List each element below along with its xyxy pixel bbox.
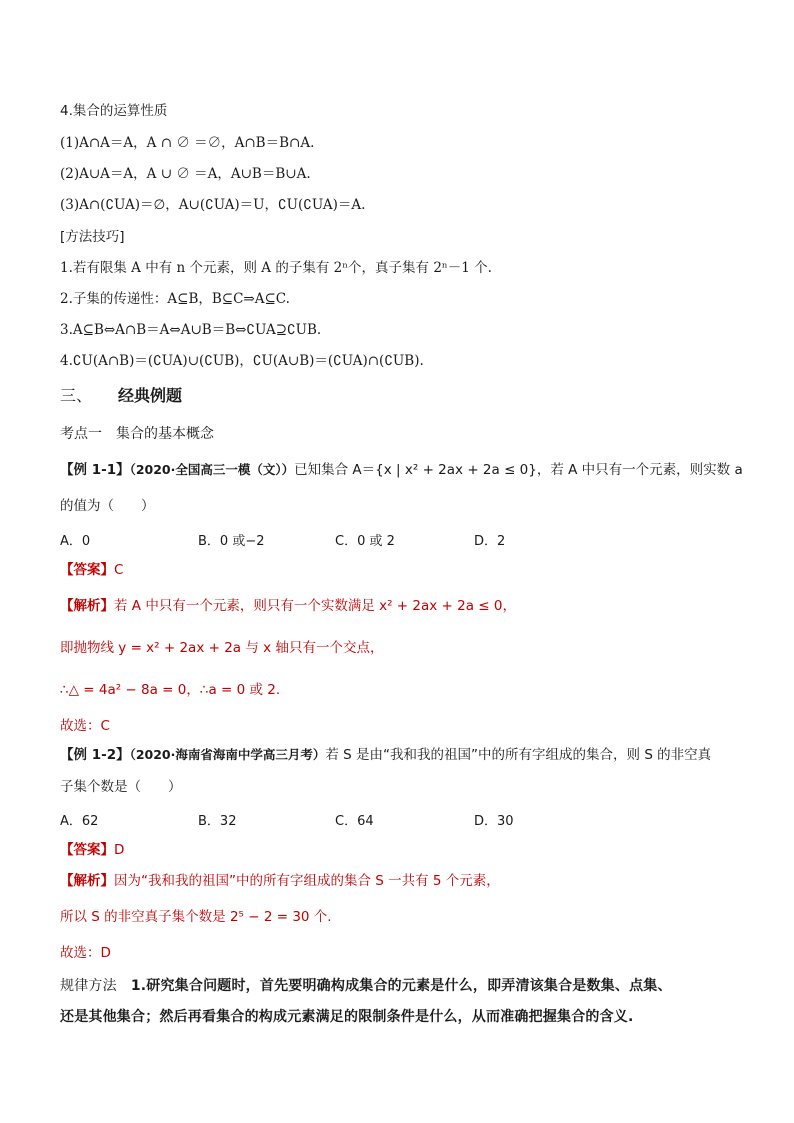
example-1-2-stem [60, 746, 711, 764]
prop-line-2: (2)A∪A＝A，A ∪ ∅ ＝A，A∪B＝B∪A. [60, 166, 311, 182]
option-c: C．64 [335, 814, 374, 829]
conclusion-line: 故选：C [60, 718, 110, 734]
option-a: A．62 [60, 814, 99, 829]
section-title: 经典例题 [118, 386, 183, 405]
props-heading: 4.集合的运算性质 [60, 103, 168, 119]
option-c: C．0 或 2 [335, 534, 395, 549]
answer-tag: 【答案】 [60, 842, 114, 858]
tip-line-1: 1.若有限集 A 中有 n 个元素，则 A 的子集有 2ⁿ个，真子集有 2ⁿ－1 个. [60, 260, 492, 276]
prop-line-1: (1)A∩A＝A，A ∩ ∅ ＝∅，A∩B＝B∩A. [60, 135, 315, 151]
example-1-2-stem-cont: 子集个数是（ ） [60, 779, 182, 795]
analysis-line-3: ∴△ = 4a² − 8a = 0，∴a = 0 或 2. [60, 682, 281, 698]
analysis-line-2: 即抛物线 y = x² + 2ax + 2a 与 x 轴只有一个交点， [60, 640, 384, 656]
analysis-text: 若 A 中只有一个元素，则只有一个实数满足 x² + 2ax + 2a ≤ 0， [114, 598, 516, 614]
rule-line-2: 还是其他集合；然后再看集合的构成元素满足的限制条件是什么，从而准确把握集合的含义. [60, 1009, 634, 1025]
answer-line [60, 841, 124, 859]
conclusion-line: 故选：D [60, 945, 111, 961]
example-source: （2020·海南省海南中学高三月考） [129, 747, 326, 762]
option-b: B．0 或−2 [198, 534, 265, 549]
tip-line-3: 3.A⊆B⇔A∩B＝A⇔A∪B＝B⇔∁UA⊇∁UB. [60, 322, 322, 338]
answer-line [60, 561, 123, 579]
kaodian-heading: 考点一 集合的基本概念 [60, 426, 214, 442]
option-b: B．32 [198, 814, 237, 829]
answer-tag: 【答案】 [60, 562, 114, 578]
example-1-1-stem [60, 461, 743, 479]
tip-line-2: 2.子集的传递性：A⊆B，B⊆C⇒A⊆C. [60, 291, 290, 307]
analysis-tag: 【解析】 [60, 598, 114, 614]
example-tag: 【例 1-2】 [60, 747, 130, 763]
section-number: 三、 [60, 386, 93, 405]
example-1-1-stem-cont: 的值为（ ） [60, 498, 155, 514]
answer-value: D [114, 842, 125, 858]
example-tag: 【例 1-1】 [60, 462, 130, 478]
tips-title: [方法技巧] [60, 229, 125, 245]
section-heading [60, 387, 182, 405]
tip-line-4: 4.∁U(A∩B)＝(∁UA)∪(∁UB)，∁U(A∪B)＝(∁UA)∩(∁UB). [60, 353, 424, 369]
analysis-line-1 [60, 597, 516, 615]
rule-heading: 规律方法 [60, 978, 117, 994]
option-d: D．2 [474, 534, 506, 549]
answer-value: C [114, 562, 124, 578]
analysis-line-2: 所以 S 的非空真子集个数是 2⁵ − 2 = 30 个. [60, 909, 332, 925]
analysis-tag: 【解析】 [60, 873, 114, 889]
prop-line-3: (3)A∩(∁UA)＝∅，A∪(∁UA)＝U，∁U(∁UA)＝A. [60, 197, 366, 213]
rule-text-1: 1.研究集合问题时，首先要明确构成集合的元素是什么，即弄清该集合是数集、点集、 [130, 978, 672, 994]
analysis-text: 因为“我和我的祖国”中的所有字组成的集合 S 一共有 5 个元素， [114, 873, 500, 889]
example-stem-text: 若 S 是由“我和我的祖国”中的所有字组成的集合，则 S 的非空真 [325, 747, 712, 763]
example-source: （2020·全国高三一模（文）） [129, 462, 295, 477]
analysis-line-1 [60, 872, 500, 890]
option-d: D．30 [474, 814, 514, 829]
option-a: A．0 [60, 534, 91, 549]
rule-line-1 [60, 977, 672, 995]
example-stem-text: 已知集合 A＝{x | x² + 2ax + 2a ≤ 0}，若 A 中只有一个元素，则实数 a [294, 462, 743, 478]
